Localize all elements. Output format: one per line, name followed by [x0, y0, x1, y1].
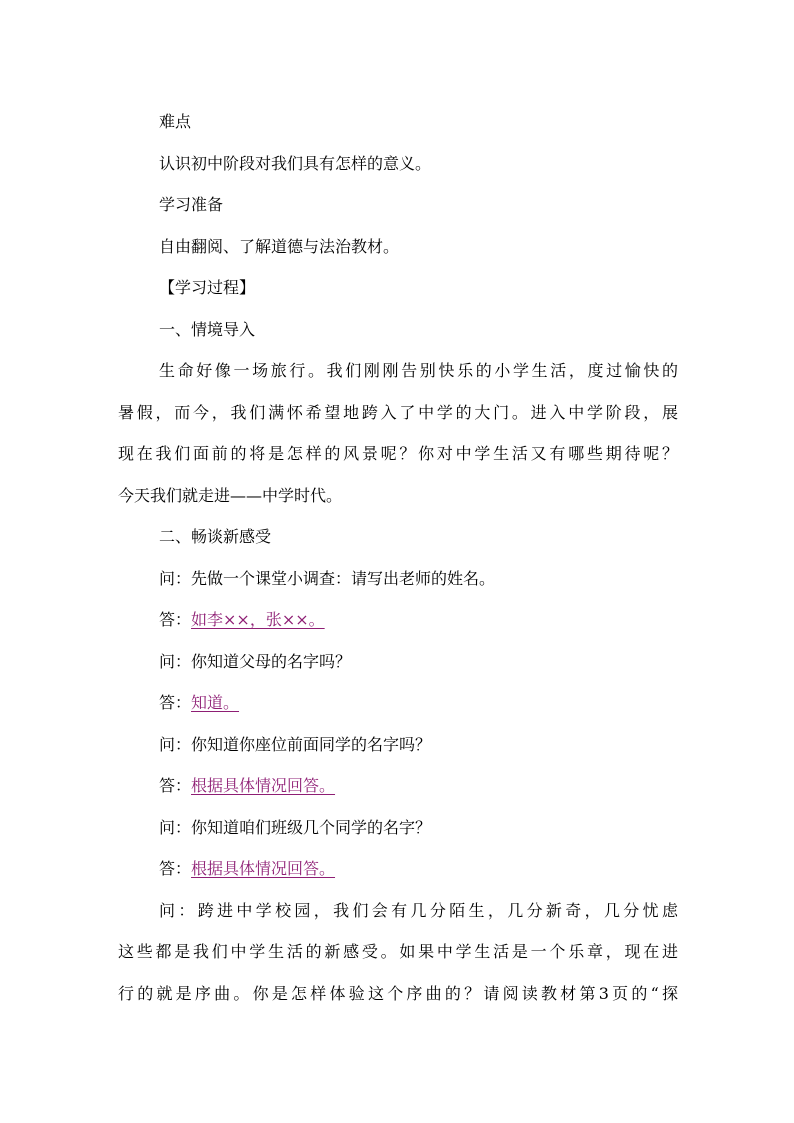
answer-label: 答： — [159, 859, 192, 878]
heading-learning-process: 【学习过程】 — [159, 278, 256, 297]
question-line — [118, 641, 678, 683]
paragraph-line: 暑假，而今，我们满怀希望地跨入了中学的大门。进入中学阶段，展 — [118, 402, 678, 422]
answer-text: 根据具体情况回答。 — [191, 859, 336, 878]
paragraph-line: 生命好像一场旅行。我们刚刚告别快乐的小学生活，度过愉快的 — [159, 361, 678, 380]
preparation-text: 自由翻阅、了解道德与法治教材。 — [159, 236, 400, 256]
question-text: 你知道咱们班级几个同学的名字？ — [191, 817, 432, 837]
answer-line — [118, 848, 678, 890]
difficulty-text: 认识初中阶段对我们具有怎样的意义。 — [159, 153, 432, 173]
answer-text: 根据具体情况回答。 — [191, 776, 336, 795]
question-label: 问： — [159, 817, 192, 837]
question-text: 先做一个课堂小调查：请写出老师的姓名。 — [191, 568, 496, 588]
qa-list — [118, 558, 678, 890]
question-label: 问： — [159, 568, 192, 588]
final-paragraph — [118, 890, 678, 1015]
intro-paragraph — [118, 350, 678, 516]
question-label: 问： — [159, 651, 192, 671]
heading-preparation: 学习准备 — [159, 195, 224, 214]
paragraph-line: 今天我们就走进——中学时代。 — [118, 485, 343, 505]
answer-label: 答： — [159, 776, 192, 795]
answer-label: 答： — [159, 610, 192, 629]
question-label: 问： — [159, 734, 192, 754]
paragraph-line: 行的就是序曲。你是怎样体验这个序曲的？请阅读教材第3页的“探 — [118, 983, 678, 1003]
answer-text: 如李××，张××。 — [191, 610, 325, 629]
answer-text: 知道。 — [191, 693, 240, 712]
paragraph-line: 这些都是我们中学生活的新感受。如果中学生活是一个乐章，现在进 — [118, 942, 678, 961]
document-body — [118, 101, 678, 1014]
heading-section-one: 一、情境导入 — [159, 319, 256, 339]
question-line — [118, 558, 678, 600]
paragraph-line: 问：跨进中学校园，我们会有几分陌生，几分新奇，几分忧虑 — [159, 900, 678, 920]
heading-section-two: 二、畅谈新感受 — [159, 527, 272, 546]
answer-label: 答： — [159, 693, 192, 712]
question-text: 你知道父母的名字吗？ — [191, 651, 352, 671]
question-line — [118, 807, 678, 849]
answer-line — [118, 599, 678, 641]
question-line — [118, 724, 678, 766]
answer-line — [118, 682, 678, 724]
question-text: 你知道你座位前面同学的名字吗？ — [191, 734, 432, 754]
heading-difficulty: 难点 — [159, 112, 192, 131]
answer-line — [118, 765, 678, 807]
paragraph-line: 现在我们面前的将是怎样的风景呢？你对中学生活又有哪些期待呢？ — [118, 444, 678, 463]
